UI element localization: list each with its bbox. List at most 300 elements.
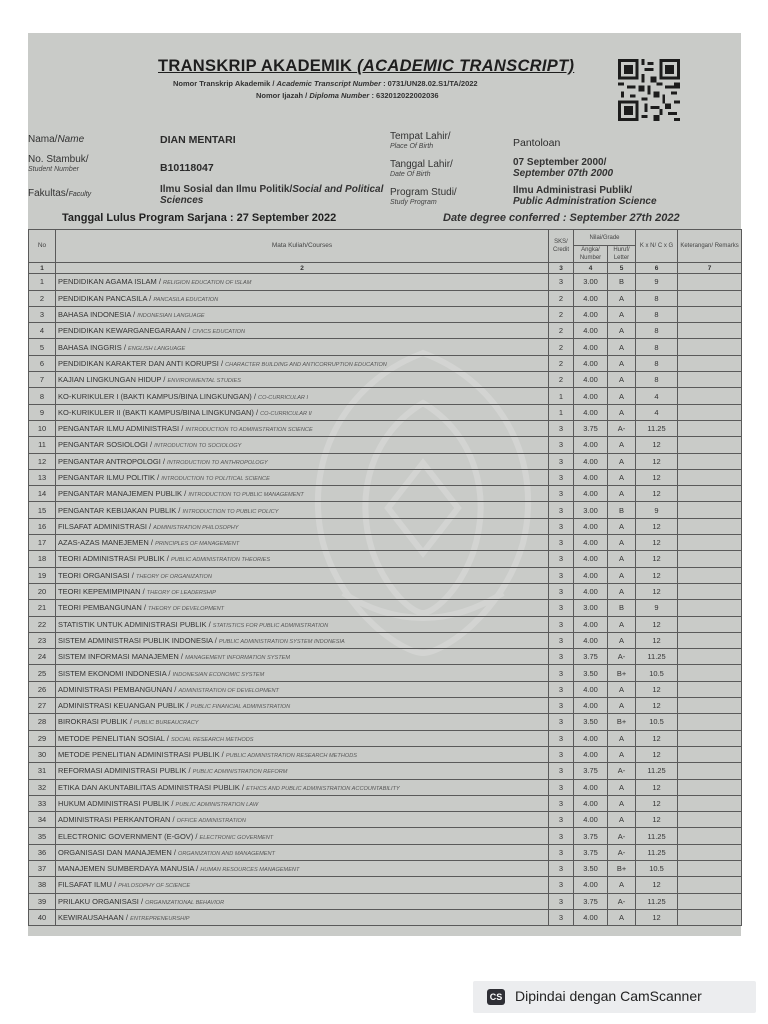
stambuk-label: No. Stambuk/ Student Number [28, 154, 89, 173]
grade-letter-cell: A [608, 339, 636, 355]
course-name-en: RELIGION EDUCATION OF ISLAM [163, 280, 252, 287]
course-name-en: CIVICS EDUCATION [192, 329, 246, 336]
course-name-en: INTRODUCTION TO SOCIOLOGY [154, 443, 242, 450]
row-number: 8 [29, 388, 56, 404]
grade-number-cell: 3.50 [574, 665, 608, 681]
course-name [56, 698, 549, 714]
grade-letter-cell: A [608, 290, 636, 306]
row-number: 9 [29, 404, 56, 420]
course-name-en: ENTREPRENEURSHIP [130, 916, 190, 923]
kxn-cell: 12 [636, 583, 678, 599]
credit-cell: 3 [549, 909, 574, 925]
kxn-cell: 12 [636, 909, 678, 925]
row-number: 30 [29, 746, 56, 762]
credit-cell: 3 [549, 632, 574, 648]
remarks-cell [678, 779, 742, 795]
course-name-id: PENGANTAR ANTROPOLOGI / [58, 456, 168, 466]
kxn-cell: 12 [636, 795, 678, 811]
table-row [29, 893, 742, 909]
grade-number-cell: 4.00 [574, 746, 608, 762]
credit-cell: 3 [549, 649, 574, 665]
credit-cell: 3 [549, 502, 574, 518]
grade-number-cell: 4.00 [574, 877, 608, 893]
grade-number-cell: 3.75 [574, 763, 608, 779]
course-name-en: ADMINISTRATION PHILOSOPHY [153, 524, 239, 531]
grade-letter-cell: B+ [608, 665, 636, 681]
credit-cell: 3 [549, 665, 574, 681]
course-name-en: PUBLIC ADMINISTRATION REFORM [192, 769, 288, 776]
credit-cell: 2 [549, 339, 574, 355]
kxn-cell: 11.25 [636, 828, 678, 844]
course-name-id: PENGANTAR ILMU POLITIK / [58, 473, 162, 482]
table-row [29, 437, 742, 453]
remarks-cell [678, 453, 742, 469]
grade-number-cell: 4.00 [574, 730, 608, 746]
birthplace-label: Tempat Lahir/ Place Of Birth [390, 131, 451, 150]
course-name [56, 681, 549, 697]
row-number: 38 [29, 877, 56, 893]
grade-letter-cell: A [608, 355, 636, 371]
course-name-id: SISTEM EKONOMI INDONESIA / [58, 668, 173, 678]
course-name [56, 746, 549, 762]
row-number: 1 [29, 274, 56, 290]
table-row [29, 600, 742, 616]
table-row [29, 420, 742, 436]
course-name [56, 339, 549, 355]
grade-number-cell: 4.00 [574, 779, 608, 795]
course-name-en: INDONESIAN LANGUAGE [137, 313, 205, 320]
course-name [56, 372, 549, 388]
grade-letter-cell: A [608, 372, 636, 388]
grade-number-cell: 4.00 [574, 453, 608, 469]
course-name-id: METODE PENELITIAN SOSIAL / [58, 733, 171, 743]
credit-cell: 3 [549, 828, 574, 844]
credit-cell: 3 [549, 420, 574, 436]
course-name-en: ADMINISTRATION OF DEVELOPMENT [178, 687, 279, 694]
remarks-cell [678, 714, 742, 730]
camscanner-text: Dipindai dengan CamScanner [515, 988, 702, 1004]
grade-number-cell: 3.75 [574, 828, 608, 844]
table-row [29, 388, 742, 404]
kxn-cell: 8 [636, 290, 678, 306]
course-name-en: INDONESIAN ECONOMIC SYSTEM [172, 671, 265, 678]
camscanner-logo-icon: CS [487, 989, 505, 1005]
row-number: 4 [29, 323, 56, 339]
grade-letter-cell: A [608, 632, 636, 648]
remarks-cell [678, 893, 742, 909]
course-name-en: HUMAN RESOURCES MANAGEMENT [200, 867, 300, 874]
kxn-cell: 12 [636, 779, 678, 795]
kxn-cell: 12 [636, 469, 678, 485]
course-name-id: ADMINISTRASI KEUANGAN PUBLIK / [58, 701, 191, 711]
col-course: Mata Kuliah/Courses [56, 230, 549, 263]
remarks-cell [678, 746, 742, 762]
grade-letter-cell: A [608, 909, 636, 925]
remarks-cell [678, 681, 742, 697]
grade-number-cell: 3.00 [574, 600, 608, 616]
table-row [29, 274, 742, 290]
grade-number-cell: 4.00 [574, 388, 608, 404]
kxn-cell: 8 [636, 372, 678, 388]
remarks-cell [678, 795, 742, 811]
course-name-id: PENGANTAR SOSIOLOGI / [58, 440, 155, 450]
col-remarks: Keterangan/ Remarks [678, 230, 742, 263]
course-name-en: THEORY OF ORGANIZATION [135, 573, 212, 580]
grade-letter-cell: A [608, 551, 636, 567]
row-number: 25 [29, 665, 56, 681]
grade-number-cell: 3.75 [574, 893, 608, 909]
credit-cell: 2 [549, 372, 574, 388]
grade-letter-cell: B+ [608, 714, 636, 730]
course-name-en: SOCIAL RESEARCH METHODS [170, 736, 254, 743]
grade-number-cell: 4.00 [574, 518, 608, 534]
grade-letter-cell: A [608, 779, 636, 795]
course-name [56, 665, 549, 681]
credit-cell: 3 [549, 844, 574, 860]
grade-letter-cell: A [608, 453, 636, 469]
credit-cell: 3 [549, 714, 574, 730]
grade-letter-cell: A [608, 795, 636, 811]
grade-number-cell: 4.00 [574, 567, 608, 583]
grade-number-cell: 4.00 [574, 372, 608, 388]
remarks-cell [678, 388, 742, 404]
credit-cell: 3 [549, 583, 574, 599]
course-name [56, 551, 549, 567]
credit-cell: 1 [549, 404, 574, 420]
index-cell: 7 [678, 263, 742, 274]
course-rows [29, 274, 742, 926]
table-row [29, 535, 742, 551]
course-name-id: TEORI PEMBANGUNAN / [58, 603, 149, 613]
credit-cell: 3 [549, 877, 574, 893]
grade-letter-cell: B [608, 502, 636, 518]
table-row [29, 469, 742, 485]
course-name-en: PANCASILA EDUCATION [153, 296, 219, 303]
row-number: 18 [29, 551, 56, 567]
remarks-cell [678, 844, 742, 860]
camscanner-badge [473, 981, 756, 1013]
course-name-id: PRILAKU ORGANISASI / [58, 896, 146, 906]
table-row [29, 518, 742, 534]
table-row [29, 746, 742, 762]
remarks-cell [678, 665, 742, 681]
grade-number-cell: 4.00 [574, 339, 608, 355]
index-cell: 1 [29, 263, 56, 274]
remarks-cell [678, 518, 742, 534]
kxn-cell: 11.25 [636, 893, 678, 909]
row-number: 17 [29, 535, 56, 551]
row-number: 37 [29, 860, 56, 876]
credit-cell: 2 [549, 355, 574, 371]
row-number: 7 [29, 372, 56, 388]
grade-letter-cell: A [608, 535, 636, 551]
graduation-date: Tanggal Lulus Program Sarjana : 27 September 2022 [62, 212, 337, 224]
row-number: 26 [29, 681, 56, 697]
col-kxn: K x N/ C x G [636, 230, 678, 263]
grade-letter-cell: A- [608, 844, 636, 860]
credit-cell: 3 [549, 600, 574, 616]
kxn-cell: 10.5 [636, 665, 678, 681]
remarks-cell [678, 339, 742, 355]
course-name [56, 779, 549, 795]
graduation-date-en: Date degree conferred : September 27th 2022 [443, 212, 680, 224]
index-cell: 2 [56, 263, 549, 274]
course-name-id: PENGANTAR MANAJEMEN PUBLIK / [58, 489, 189, 499]
course-name-en: PHILOSOPHY OF SCIENCE [118, 883, 191, 890]
row-number: 40 [29, 909, 56, 925]
row-number: 29 [29, 730, 56, 746]
grade-letter-cell: A- [608, 893, 636, 909]
table-row [29, 714, 742, 730]
course-name-en: PUBLIC ADMINISTRATION RESEARCH METHODS [225, 753, 357, 760]
credit-cell: 3 [549, 763, 574, 779]
course-name-id: ELECTRONIC GOVERNMENT (E-GOV) / [58, 831, 200, 841]
index-cell: 6 [636, 263, 678, 274]
table-row [29, 486, 742, 502]
grade-letter-cell: A [608, 616, 636, 632]
grade-letter-cell: A [608, 698, 636, 714]
kxn-cell: 10.5 [636, 860, 678, 876]
credit-cell: 3 [549, 567, 574, 583]
row-number: 33 [29, 795, 56, 811]
grade-number-cell: 4.00 [574, 551, 608, 567]
table-row [29, 404, 742, 420]
table-row [29, 860, 742, 876]
kxn-cell: 8 [636, 306, 678, 322]
kxn-cell: 4 [636, 404, 678, 420]
course-name-id: ETIKA DAN AKUNTABILITAS ADMINISTRASI PUBLIK / [58, 782, 247, 792]
program-value: Ilmu Administrasi Publik/ Public Administration Science [513, 185, 657, 207]
remarks-cell [678, 649, 742, 665]
grade-letter-cell: A [608, 306, 636, 322]
course-name-en: ENVIRONMENTAL STUDIES [167, 378, 241, 385]
transcript-sheet [28, 33, 741, 936]
table-row [29, 372, 742, 388]
row-number: 22 [29, 616, 56, 632]
row-number: 34 [29, 812, 56, 828]
credit-cell: 3 [549, 486, 574, 502]
course-name-id: ADMINISTRASI PERKANTORAN / [58, 815, 177, 825]
title-en: (ACADEMIC TRANSCRIPT) [357, 57, 575, 75]
grade-letter-cell: A [608, 323, 636, 339]
course-name-id: BAHASA INGGRIS / [58, 342, 129, 352]
kxn-cell: 12 [636, 486, 678, 502]
course-name-en: ORGANIZATIONAL BEHAVIOR [145, 899, 225, 906]
col-sks: SKS/ Credit [549, 230, 574, 263]
remarks-cell [678, 567, 742, 583]
remarks-cell [678, 420, 742, 436]
course-name [56, 502, 549, 518]
credit-cell: 3 [549, 616, 574, 632]
course-name [56, 535, 549, 551]
row-number: 27 [29, 698, 56, 714]
remarks-cell [678, 860, 742, 876]
course-name-en: PUBLIC BUREAUCRACY [133, 720, 199, 727]
course-name [56, 274, 549, 290]
remarks-cell [678, 404, 742, 420]
diploma-number: Nomor Ijazah / Diploma Number : 632012022002036 [256, 91, 439, 100]
grade-number-cell: 3.50 [574, 714, 608, 730]
row-number: 12 [29, 453, 56, 469]
remarks-cell [678, 812, 742, 828]
course-name-id: TEORI ADMINISTRASI PUBLIK / [58, 554, 171, 564]
kxn-cell: 11.25 [636, 763, 678, 779]
credit-cell: 3 [549, 698, 574, 714]
course-name-id: METODE PENELITIAN ADMINISTRASI PUBLIK / [58, 750, 226, 760]
course-name-en: PUBLIC ADMINISTRATION THEORIES [170, 557, 271, 564]
remarks-cell [678, 551, 742, 567]
course-name [56, 355, 549, 371]
kxn-cell: 12 [636, 698, 678, 714]
course-name-en: THEORY OF LEADERSHIP [146, 590, 216, 597]
course-name-id: KEWIRAUSAHAAN / [58, 913, 131, 923]
course-name-en: CHARACTER BUILDING AND ANTICORRUPTION EDUCATION [225, 361, 387, 368]
row-number: 2 [29, 290, 56, 306]
course-name [56, 909, 549, 925]
remarks-cell [678, 632, 742, 648]
grade-letter-cell: A [608, 746, 636, 762]
course-name-en: INTRODUCTION TO ANTHROPOLOGY [167, 459, 268, 466]
course-name-id: BAHASA INDONESIA / [58, 310, 138, 320]
kxn-cell: 8 [636, 355, 678, 371]
row-number: 28 [29, 714, 56, 730]
course-name-en: THEORY OF DEVELOPMENT [148, 606, 225, 613]
grade-letter-cell: B+ [608, 860, 636, 876]
course-name-id: FILSAFAT ADMINISTRASI / [58, 521, 154, 531]
col-number: Angka/ Number [574, 246, 608, 263]
kxn-cell: 12 [636, 567, 678, 583]
remarks-cell [678, 372, 742, 388]
course-name [56, 860, 549, 876]
course-name [56, 616, 549, 632]
kxn-cell: 9 [636, 600, 678, 616]
course-name-id: BIROKRASI PUBLIK / [58, 717, 134, 727]
grade-letter-cell: A [608, 437, 636, 453]
course-name [56, 404, 549, 420]
courses-table [28, 229, 742, 926]
faculty-label: Fakultas/Faculty [28, 188, 92, 199]
course-name [56, 469, 549, 485]
grade-number-cell: 4.00 [574, 437, 608, 453]
row-number: 35 [29, 828, 56, 844]
course-name-en: OFFICE ADMINISTRATION [176, 818, 246, 825]
course-name-id: PENDIDIKAN PANCASILA / [58, 293, 154, 303]
row-number: 19 [29, 567, 56, 583]
grade-letter-cell: A- [608, 420, 636, 436]
remarks-cell [678, 274, 742, 290]
table-row [29, 698, 742, 714]
kxn-cell: 12 [636, 551, 678, 567]
remarks-cell [678, 437, 742, 453]
credit-cell: 1 [549, 388, 574, 404]
remarks-cell [678, 355, 742, 371]
course-name [56, 306, 549, 322]
program-label: Program Studi/ Study Program [390, 187, 457, 206]
table-row [29, 632, 742, 648]
row-number: 14 [29, 486, 56, 502]
remarks-cell [678, 306, 742, 322]
name-label: Nama/Name [28, 134, 85, 145]
table-row [29, 844, 742, 860]
credit-cell: 3 [549, 681, 574, 697]
course-name-id: SISTEM ADMINISTRASI PUBLIK INDONESIA / [58, 635, 219, 645]
kxn-cell: 12 [636, 616, 678, 632]
course-name [56, 486, 549, 502]
table-row [29, 453, 742, 469]
course-name-en: PRINCIPLES OF MANAGEMENT [155, 541, 240, 548]
grade-number-cell: 3.50 [574, 860, 608, 876]
grade-letter-cell: A [608, 404, 636, 420]
transcript-number: Nomor Transkrip Akademik / Academic Transcript Number : 0731/UN28.02.S1/TA/2022 [173, 79, 478, 88]
grade-letter-cell: A [608, 518, 636, 534]
kxn-cell: 9 [636, 502, 678, 518]
kxn-cell: 12 [636, 518, 678, 534]
kxn-cell: 12 [636, 812, 678, 828]
row-number: 16 [29, 518, 56, 534]
grade-letter-cell: A [608, 567, 636, 583]
credit-cell: 3 [549, 437, 574, 453]
row-number: 23 [29, 632, 56, 648]
credit-cell: 3 [549, 518, 574, 534]
grade-letter-cell: A [608, 730, 636, 746]
table-row [29, 681, 742, 697]
row-number: 20 [29, 583, 56, 599]
grade-number-cell: 4.00 [574, 681, 608, 697]
grade-letter-cell: A [608, 583, 636, 599]
kxn-cell: 8 [636, 323, 678, 339]
row-number: 36 [29, 844, 56, 860]
grade-number-cell: 4.00 [574, 404, 608, 420]
grade-letter-cell: A [608, 486, 636, 502]
remarks-cell [678, 290, 742, 306]
credit-cell: 3 [549, 812, 574, 828]
course-name [56, 649, 549, 665]
remarks-cell [678, 909, 742, 925]
table-row [29, 306, 742, 322]
course-name [56, 763, 549, 779]
table-row [29, 649, 742, 665]
table-row [29, 665, 742, 681]
course-name-id: PENDIDIKAN AGAMA ISLAM / [58, 277, 164, 287]
course-name [56, 828, 549, 844]
table-row [29, 909, 742, 925]
remarks-cell [678, 616, 742, 632]
credit-cell: 2 [549, 290, 574, 306]
credit-cell: 3 [549, 795, 574, 811]
table-row [29, 290, 742, 306]
remarks-cell [678, 502, 742, 518]
remarks-cell [678, 763, 742, 779]
course-name-en: CO-CURRICULAR I [258, 394, 309, 401]
row-number: 31 [29, 763, 56, 779]
transcript-title [158, 57, 574, 76]
course-name [56, 453, 549, 469]
title-main: TRANSKRIP AKADEMIK [158, 57, 358, 75]
table-row [29, 355, 742, 371]
grade-number-cell: 4.00 [574, 698, 608, 714]
kxn-cell: 9 [636, 274, 678, 290]
index-row [29, 263, 742, 274]
course-name-en: ORGANIZATION AND MANAGEMENT [178, 850, 275, 857]
index-cell: 4 [574, 263, 608, 274]
grade-number-cell: 4.00 [574, 909, 608, 925]
course-name-en: PUBLIC ADMINISTRATION SYSTEM INDONESIA [218, 638, 345, 645]
grade-number-cell: 4.00 [574, 632, 608, 648]
credit-cell: 3 [549, 893, 574, 909]
course-name [56, 518, 549, 534]
table-row [29, 339, 742, 355]
kxn-cell: 11.25 [636, 649, 678, 665]
